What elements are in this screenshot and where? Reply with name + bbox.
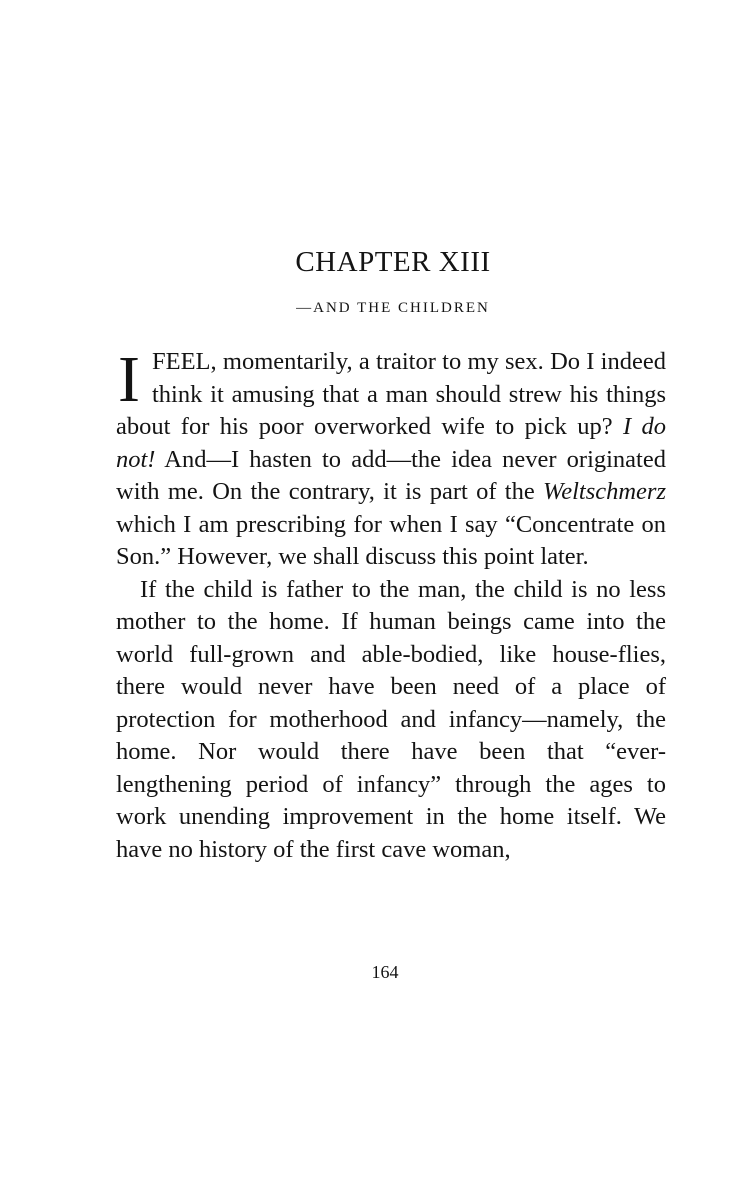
paragraph-1 (116, 343, 666, 574)
paragraph-2: If the child is father to the man, the child is no less mother to the home. If human beings came into the world full-grown and able-bodied, like house-flies, there would never have been need of a place of protection for motherhood and infancy—namely, the home. Nor would there have been that “ever-lengthening period of infancy” through the ages to work unending improvement in the home itself. We have no history of the first cave woman, (116, 575, 666, 863)
paragraph-1-text-c: which I am prescribing for when I say “Concentrate on Son.” However, we shall discuss this point later. (116, 510, 666, 570)
drop-cap: I (118, 343, 140, 416)
chapter-title: CHAPTER XIII (295, 246, 491, 278)
chapter-subtitle: —AND THE CHILDREN (296, 300, 490, 316)
paragraph-1-foreign-term: Weltschmerz (543, 478, 666, 505)
body-text (116, 343, 666, 866)
paragraph-1-text-b: And—I hasten to add—the idea never originated with me. On the contrary, it is part of the (116, 445, 666, 505)
paragraph-1-text-a: FEEL, momentarily, a traitor to my sex. Do I indeed think it amusing that a man should strew his things about for his poor overworked wife to pick up? (116, 348, 666, 440)
page-number: 164 (371, 962, 399, 982)
paragraph-1-emphasis: I do not! (116, 413, 666, 473)
